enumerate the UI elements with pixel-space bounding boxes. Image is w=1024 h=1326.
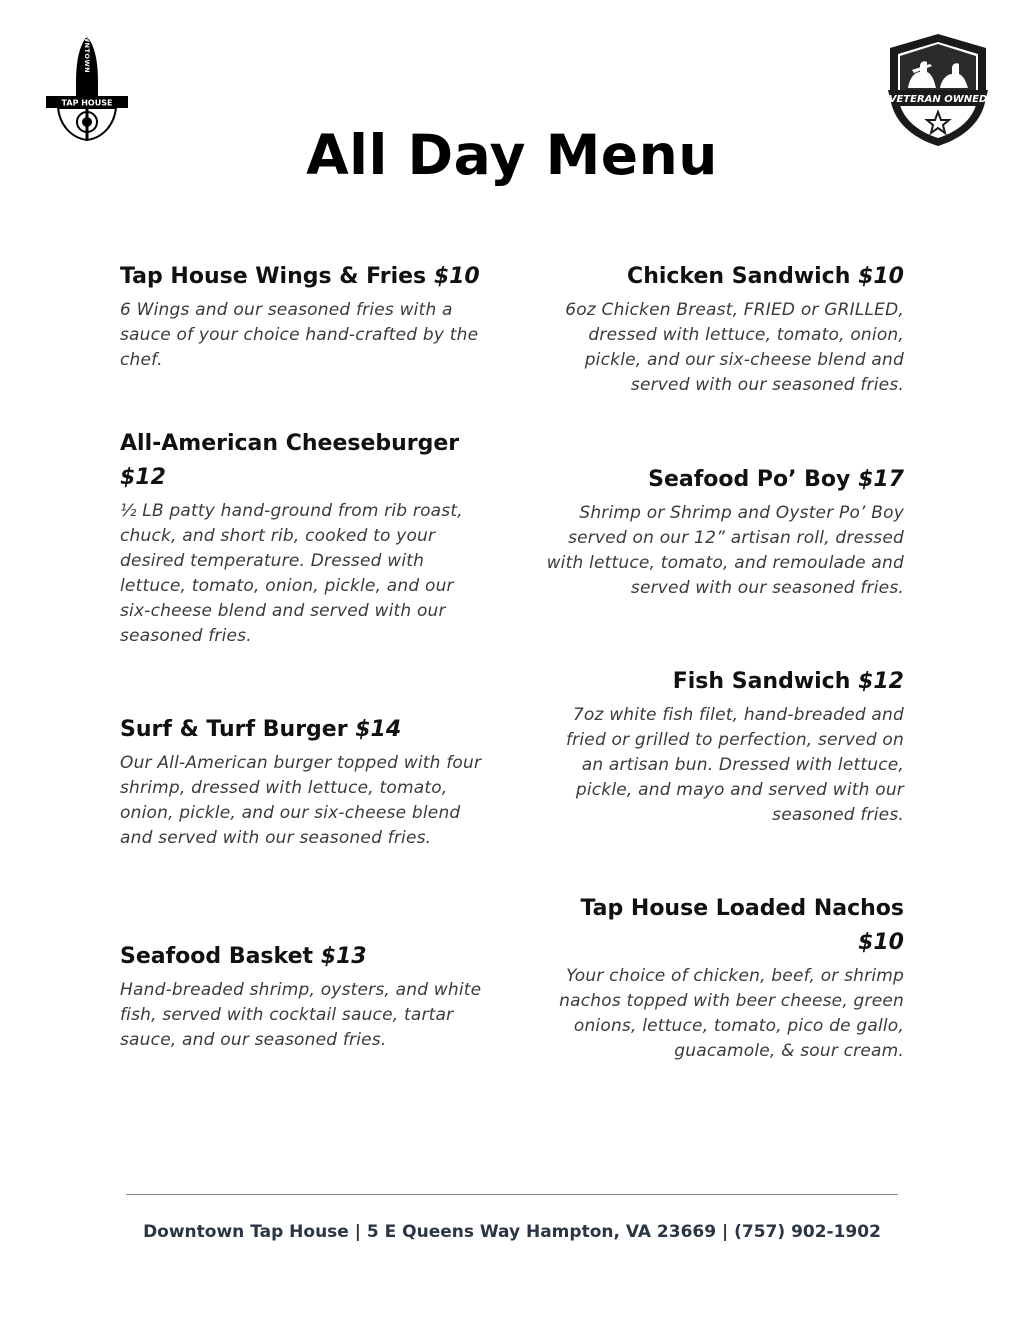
menu-item-name: Fish Sandwich [672,669,851,694]
menu-item-description: Our All-American burger topped with four shrimp, dressed with lettuce, tomato, onion, pickle, and our six-cheese blend and served with our seasoned fries. [120,753,482,848]
menu-item-description: 7oz white fish filet, hand-breaded and fried or grilled to perfection, served on an artisan bun. Dressed with lettuce, pickle, and mayo and served with our seasoned fries. [565,705,904,825]
menu-item-description: 6oz Chicken Breast, FRIED or GRILLED, dressed with lettuce, tomato, onion, pickle, and our six-cheese blend and served with our seasoned fries. [565,300,904,395]
menu-item-description: ½ LB patty hand-ground from rib roast, chuck, and short rib, cooked to your desired temperature. Dressed with lettuce, tomato, onion, pickle, and our six-cheese blend and served with our seasoned fries. [120,501,463,646]
menu-item-title [542,260,904,294]
menu-item-fish-sandwich [542,665,904,828]
menu-item-wings-fries [120,260,482,373]
menu-item-description: Shrimp or Shrimp and Oyster Po’ Boy served on our 12” artisan roll, dressed with lettuce, tomato, and remoulade and served with our seasoned fries. [546,503,904,598]
menu-item-title [120,713,482,747]
menu-item-description: Hand-breaded shrimp, oysters, and white fish, served with cocktail sauce, tartar sauce, and our seasoned fries. [120,980,482,1050]
logo-vertical-text: DOWNTOWN [83,34,91,74]
menu-item-title [120,260,482,294]
menu-item-name: Tap House Wings & Fries [120,264,427,289]
menu-item-cheeseburger [120,427,482,649]
badge-text: VETERAN OWNED [888,94,988,105]
menu-item-surf-turf-burger [120,713,482,851]
menu-item-chicken-sandwich [542,260,904,398]
menu-item-title [120,427,482,495]
menu-item-description: 6 Wings and our seasoned fries with a sauce of your choice hand-crafted by the chef. [120,300,479,370]
page-title: All Day Menu [306,123,718,187]
menu-item-name: Seafood Po’ Boy [648,467,851,492]
menu-item-price: $12 [120,465,166,490]
menu-item-name: Surf & Turf Burger [120,717,348,742]
menu-item-price: $10 [858,264,904,289]
menu-item-seafood-basket [120,940,482,1053]
menu-item-name: All-American Cheeseburger [120,431,460,456]
menu-item-seafood-po-boy [542,463,904,601]
menu-item-name: Chicken Sandwich [627,264,851,289]
menu-item-title [542,665,904,699]
menu-item-price: $10 [433,264,480,289]
menu-item-price: $17 [858,467,904,492]
footer-divider [126,1194,898,1195]
menu-item-title [542,892,904,960]
menu-item-name: Seafood Basket [120,944,314,969]
menu-item-title [542,463,904,497]
menu-item-loaded-nachos [542,892,904,1064]
logo-banner-text: TAP HOUSE [61,98,113,108]
menu-item-price: $10 [858,930,904,955]
menu-item-price: $14 [355,717,402,742]
menu-item-price: $13 [320,944,367,969]
menu-item-name: Tap House Loaded Nachos [580,896,904,921]
footer-contact: Downtown Tap House | 5 E Queens Way Hampton, VA 23669 | (757) 902-1902 [143,1222,881,1242]
menu-item-price: $12 [858,669,904,694]
menu-item-title [120,940,482,974]
menu-item-description: Your choice of chicken, beef, or shrimp nachos topped with beer cheese, green onions, lettuce, tomato, pico de gallo, guacamole, & sour cream. [559,966,904,1061]
